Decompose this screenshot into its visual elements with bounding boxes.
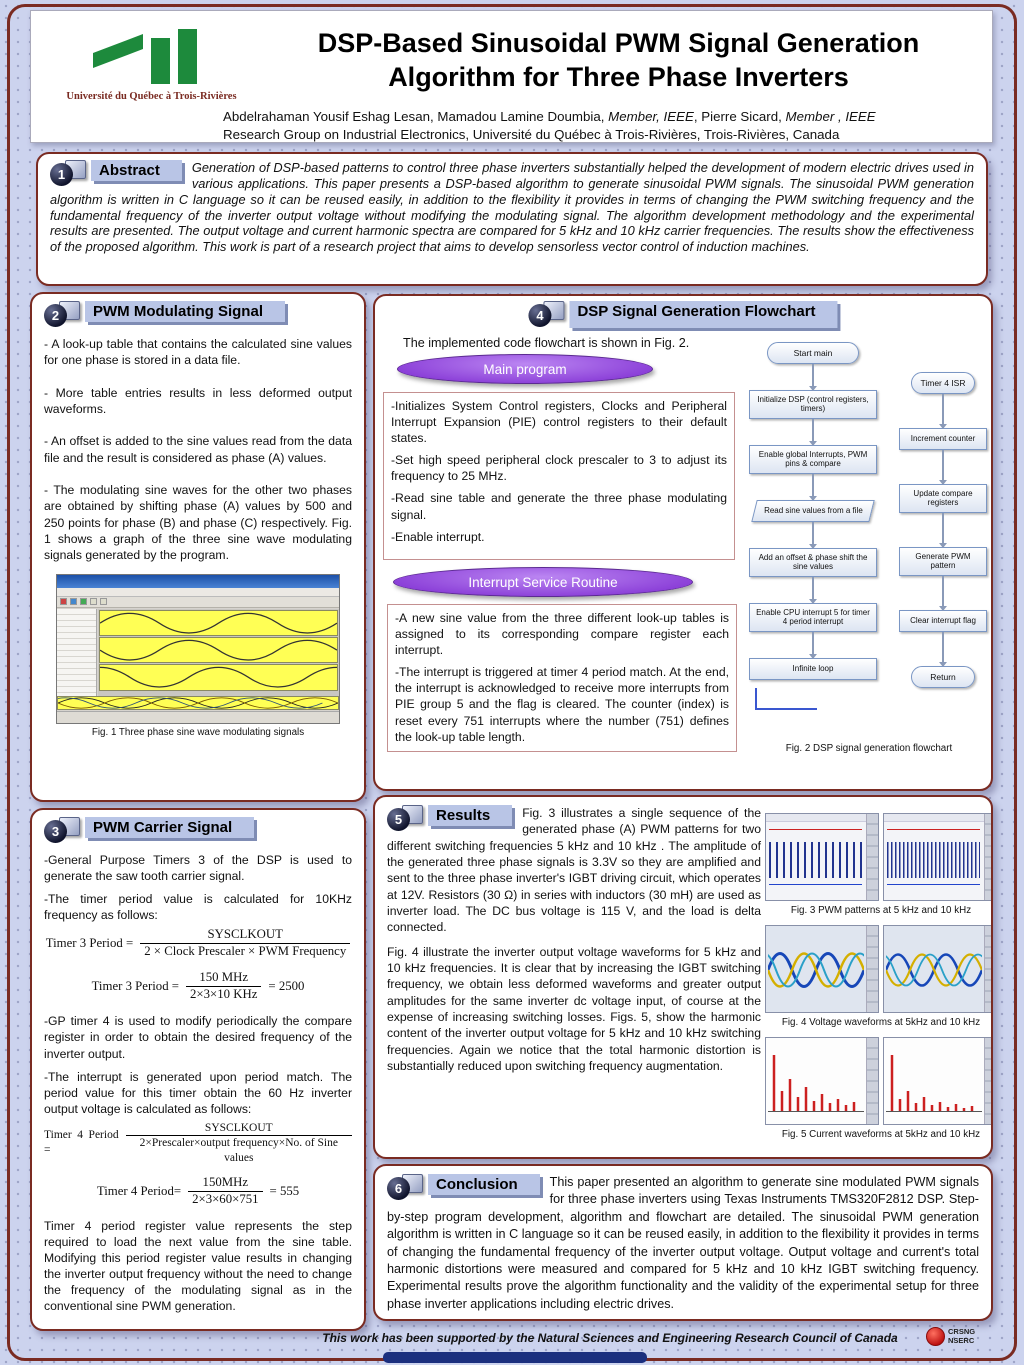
window-statusbar [57,711,339,723]
section-number-badge [44,817,82,844]
toolbar-icon [100,598,107,605]
affiliation-line: Research Group on Industrial Electronics, Université du Québec à Trois-Rivières, Trois-Rivières, Canada [223,126,840,142]
fig2-caption: Fig. 2 DSP signal generation flowchart [785,743,953,754]
nserc-logo [926,1327,975,1346]
isr-bullet: -A new sine value from the three different look-up tables is assigned to its corresponding compare register each interrupt. [395,611,729,658]
formula-lhs: Timer 3 Period = [91,979,180,994]
formula-timer4-value [44,1175,352,1208]
scope-side-panel [984,926,993,1012]
section-number: 2 [44,304,67,327]
flow-arrow-icon [942,513,944,547]
flowchart-node: Update compare registers [899,484,987,513]
flow-arrow-icon [812,474,814,500]
sine-graph-pane [99,637,338,663]
flow-arrow-icon [812,577,814,603]
sine-graph-pane [99,610,338,636]
flow-arrow-icon [812,522,814,548]
bullet-paragraph: - More table entries results in less deformed output waveforms. [44,385,352,417]
formula-denominator: 2×Prescaler×output frequency×No. of Sine values [139,1137,338,1164]
formula-fraction [186,970,261,1003]
formula-timer4 [44,1121,352,1165]
formula-lhs: Timer 4 Period = [44,1128,119,1156]
window-toolbar [57,597,339,608]
section-title: PWM Modulating Signal [85,301,285,322]
isr-box [387,604,737,752]
section-pwm-modulating [30,292,366,802]
modulating-head [44,301,352,328]
main-program-ellipse: Main program [397,354,653,384]
formula-timer3-value [44,970,352,1003]
fig4-figure [765,925,993,1013]
toolbar-icon [60,598,67,605]
formula-numerator: 150MHz [188,1175,262,1192]
flowchart-node-label: Read sine values from a file [763,506,863,516]
nserc-logo-icon [926,1327,945,1346]
carrier-paragraph: -General Purpose Timers 3 of the DSP is used to generate the saw tooth carrier signal. [44,853,352,884]
voltage-waveforms [886,935,982,1005]
fig1-caption: Fig. 1 Three phase sine wave modulating signals [91,726,305,738]
poster-title-line2: Algorithm for Three Phase Inverters [388,61,849,92]
flow-arrow-icon [942,394,944,428]
ccs-screenshot-figure [56,574,340,724]
formula-numerator: SYSCLKOUT [126,1121,352,1136]
flowchart-node: Generate PWM pattern [899,547,987,576]
section-number: 5 [387,808,410,831]
flow-arrow-icon [942,576,944,610]
flowchart-node: Enable CPU interrupt 5 for timer 4 period interrupt [749,603,877,632]
isr-bullet: -The interrupt is triggered at timer 4 period match. At the end, the interrupt is acknowledged to receive more interrupts from PIE group 5 and the flag is cleared. The counter (index) is reset every 751 interrupts where the number (751) defines the look-up table length. [395,665,729,744]
poster-title-line1: DSP-Based Sinusoidal PWM Signal Generation [317,28,920,58]
section-number: 1 [50,163,73,186]
formula-lhs: Timer 4 Period= [96,1184,182,1199]
results-text [387,805,761,1075]
harmonic-spectrum [768,1047,864,1119]
flowchart-node: Return [911,666,974,688]
section-number: 6 [387,1177,410,1200]
fig5-figure [765,1037,993,1125]
main-bullet: -Read sine table and generate the three phase modulating signal. [391,491,727,522]
formula-numerator: SYSCLKOUT [140,927,350,944]
flowchart-node: Add an offset & phase shift the sine values [749,548,877,577]
isr-ellipse: Interrupt Service Routine [393,567,693,597]
carrier-paragraph: -The timer period value is calculated for 10KHz frequency as follows: [44,892,352,923]
oscilloscope-capture-5khz [765,925,879,1013]
nserc-logo-text [948,1328,975,1345]
voltage-waveforms [768,935,864,1005]
results-paragraph: Fig. 4 illustrate the inverter output voltage waveforms for 5 kHz and 10 kHz frequencies. It is clear that by increasing the IGBT switching frequency, we obtain less deformed waveforms and greater output amplitudes for the same inverter dc voltage input, of course at the expense of increasing switching losses. Figs. 5, show the harmonic content of the inverter output voltage for 5 kHz and 10 kHz switching frequencies. Again we notice that the total harmonic distortion is substantially reduced upon switching frequency augmentation. [387,944,761,1074]
formula-lhs: Timer 3 Period = [45,936,134,951]
section-conclusion [373,1164,993,1321]
carrier-paragraph: -GP timer 4 is used to modify periodically the compare register in order to obtain the desired frequency of the inverter output. [44,1014,352,1061]
harmonic-spectrum [886,1047,982,1119]
author-names: Abdelrahaman Yousif Eshag Lesan, Mamadou Lamine Doumbia, [223,109,609,124]
pwm-trace [769,842,862,878]
nserc-line1: CRSNG [948,1326,976,1336]
fig4-caption: Fig. 4 Voltage waveforms at 5kHz and 10 kHz [781,1017,981,1028]
section-number-badge [387,805,425,832]
section-flowchart [373,294,993,791]
graph-panes [98,609,339,696]
flowchart-loop-line [755,688,817,710]
abstract-text: Generation of DSP-based patterns to control three phase inverters substantially helped the development of modern electric drives used in various applications. This paper presents a DSP-based algorithm to generate sinusoidal PWM signals. The sinusoidal PWM generation algorithm is written in C language so it can be reused easily, in addition to the flexibility it provides in terms of changing the PWM switching frequency and the fundamental frequency of the inverter output voltage without modifying the modulating signal. The algorithm development methodology and the experimental results are presented. The output voltage and current harmonic spectra are compared for 5 kHz and 10 kHz carrier frequencies. The results show the effectiveness of the proposed algorithm. This work is part of a research project that aims to develop sensorless vector control of induction machines. [50,160,974,255]
flowchart-diagram [747,342,991,746]
formula-rhs: = 555 [269,1184,300,1199]
formula-rhs: = 2500 [268,979,305,994]
conclusion-head [387,1174,540,1200]
carrier-paragraph: -The interrupt is generated upon period match. The period value for this timer obtain the 60 Hz inverter output voltage is calculated as follows: [44,1069,352,1116]
flowchart-node: Clear interrupt flag [899,610,987,632]
toolbar-icon [90,598,97,605]
pwm-trace [887,842,980,878]
section-title: Conclusion [428,1174,540,1195]
fig3-caption: Fig. 3 PWM patterns at 5 kHz and 10 kHz [790,905,972,916]
flow-arrow-icon [812,632,814,658]
uqtr-logo-icon [93,29,211,87]
main-bullet: -Set high speed peripheral clock prescaler to 3 to adjust its frequency to 25 MHz. [391,453,727,484]
acknowledgement-text: This work has been supported by the Natural Sciences and Engineering Research Council of Canada [322,1331,898,1345]
flowchart-node: Start main [767,342,859,364]
formula-fraction [140,927,350,960]
authors-block [223,108,1013,143]
project-tree-panel [57,609,97,696]
flowchart-isr-column [899,372,987,688]
main-bullet: -Initializes System Control registers, Clocks and Peripheral Interrupt Expansion (PIE) control registers to their default states. [391,399,727,446]
abstract-head [50,160,182,186]
scope-header [766,814,866,822]
bullet-paragraph: - An offset is added to the sine values read from the data file and the result is considered as phase (A) values. [44,434,352,465]
section-number-badge [50,160,88,187]
window-titlebar [57,575,339,588]
flowchart-head [528,301,837,328]
section-results [373,795,993,1159]
member-ieee-2: Member , IEEE [785,109,876,124]
flow-arrow-icon [942,450,944,484]
formula-numerator: 150 MHz [186,970,261,987]
fig3-figure [765,813,993,901]
flowchart-node: Infinite loop [749,658,877,680]
section-number: 4 [528,304,551,327]
main-program-box [383,392,735,560]
oscilloscope-capture-5khz [765,813,879,901]
uqtr-logo [59,29,244,102]
spectrum-capture-5khz [765,1037,879,1125]
scope-side-panel [984,1038,993,1124]
section-abstract [36,152,988,286]
conclusion-text: This paper presented an algorithm to generate sine modulated PWM signals for three phase inverters using Texas Instruments TMS320F2812 DSP. Step-by-step program development, algorithm and flowchart are detailed. The sinusoidal PWM generation algorithm is written in C language so it can be reused easily, in addition to the flexibility it provides in terms of changing the fundamental frequency of the inverter output voltage. Output voltage and current's total harmonic distortions were measured and compared for 5 kHz and 10 kHz IGBT switching frequency. Experimental results prove the algorithm functionality and the validity of the experimental setup for three phase inverter applications including electric drives. [387,1175,979,1311]
window-menubar [57,588,339,597]
section-title: Results [428,805,512,826]
section-title: Abstract [91,160,182,181]
section-pwm-carrier [30,808,366,1331]
bullet-paragraph: - The modulating sine waves for the other two phases are obtained by shifting phase (A) values by 500 and 250 points for phase (B) and phase (C) respectively. Fig. 1 shows a graph of the three sine wave modulating signals generated by the program. [44,483,352,563]
formula-fraction [188,1175,262,1208]
formula-fraction [126,1121,352,1165]
member-ieee: Member, IEEE [608,109,694,124]
flowchart-node: Increment counter [899,428,987,450]
flowchart-node: Initialize DSP (control registers, timers) [749,390,877,419]
scope-side-panel [984,814,993,900]
section-number-badge [387,1174,425,1201]
toolbar-icon [80,598,87,605]
flowchart-node: Enable global Interrupts, PWM pins & compare [749,445,877,474]
flow-arrow-icon [942,632,944,666]
bullet-paragraph: - A look-up table that contains the calculated sine values for one phase is stored in a data file. [44,337,352,368]
bottom-decorative-strip [383,1352,647,1363]
section-title: PWM Carrier Signal [85,817,254,838]
scope-trace [887,829,980,830]
uqtr-logo-text: Université du Québec à Trois-Rivières [66,91,237,102]
authors-line [223,108,1013,126]
section-number: 3 [44,820,67,843]
formula-denominator: 2×3×10 KHz [190,987,258,1002]
flowchart-main-column [749,342,877,680]
scope-trace [887,884,980,885]
poster-title [231,27,1006,95]
oscilloscope-capture-10khz [883,813,993,901]
flowchart-node: Timer 4 ISR [911,372,974,394]
carrier-head [44,817,352,844]
results-head [387,805,512,831]
scope-side-panel [866,926,878,1012]
results-paragraph: Fig. 3 illustrates a single sequence of the generated phase (A) PWM patterns for two different switching frequencies 5 kHz and 10 kHz . The amplitude of the generated three phase signals is 3.3V so they are amplified and sent to the three phase inverter's IGBT driving circuit, which operates at 12V. Resistors (30 Ω) in series with inductors (30 mH) are used as inverter load. The DC bus voltage is 115 V, and the load is delta connected. [387,806,761,935]
sine-graph-pane [99,664,338,690]
formula-denominator: 2×3×60×751 [192,1191,259,1206]
formula-denominator: 2 × Clock Prescaler × PWM Frequency [144,944,347,959]
scope-side-panel [866,1038,878,1124]
main-bullet: -Enable interrupt. [391,529,485,544]
flow-arrow-icon [812,419,814,445]
flowchart-intro: The implemented code flowchart is shown in Fig. 2. [403,336,690,350]
scope-trace [769,829,862,830]
author-names-2: , Pierre Sicard, [693,109,786,124]
oscilloscope-capture-10khz [883,925,993,1013]
three-phase-graph-pane [57,696,339,710]
section-number-badge [44,301,82,328]
spectrum-capture-10khz [883,1037,993,1125]
scope-side-panel [866,814,878,900]
carrier-text [44,852,352,1315]
formula-timer3 [44,927,352,960]
toolbar-icon [70,598,77,605]
fig5-caption: Fig. 5 Current waveforms at 5kHz and 10 kHz [781,1129,981,1140]
carrier-paragraph: Timer 4 period register value represents the step required to load the next value from the sine table. Modifying this period register value results in changing the inverter output frequency without the need to change the frequency of the modulating signal as in the conventional sine PWM generation. [44,1218,352,1314]
scope-header [884,814,984,822]
scope-trace [769,884,862,885]
flow-arrow-icon [812,364,814,390]
header-box [30,10,993,143]
section-title: DSP Signal Generation Flowchart [569,301,837,328]
section-number-badge [528,301,566,328]
flowchart-node-io [751,500,874,522]
nserc-line2: NSERC [948,1335,975,1345]
modulating-text [44,336,352,564]
